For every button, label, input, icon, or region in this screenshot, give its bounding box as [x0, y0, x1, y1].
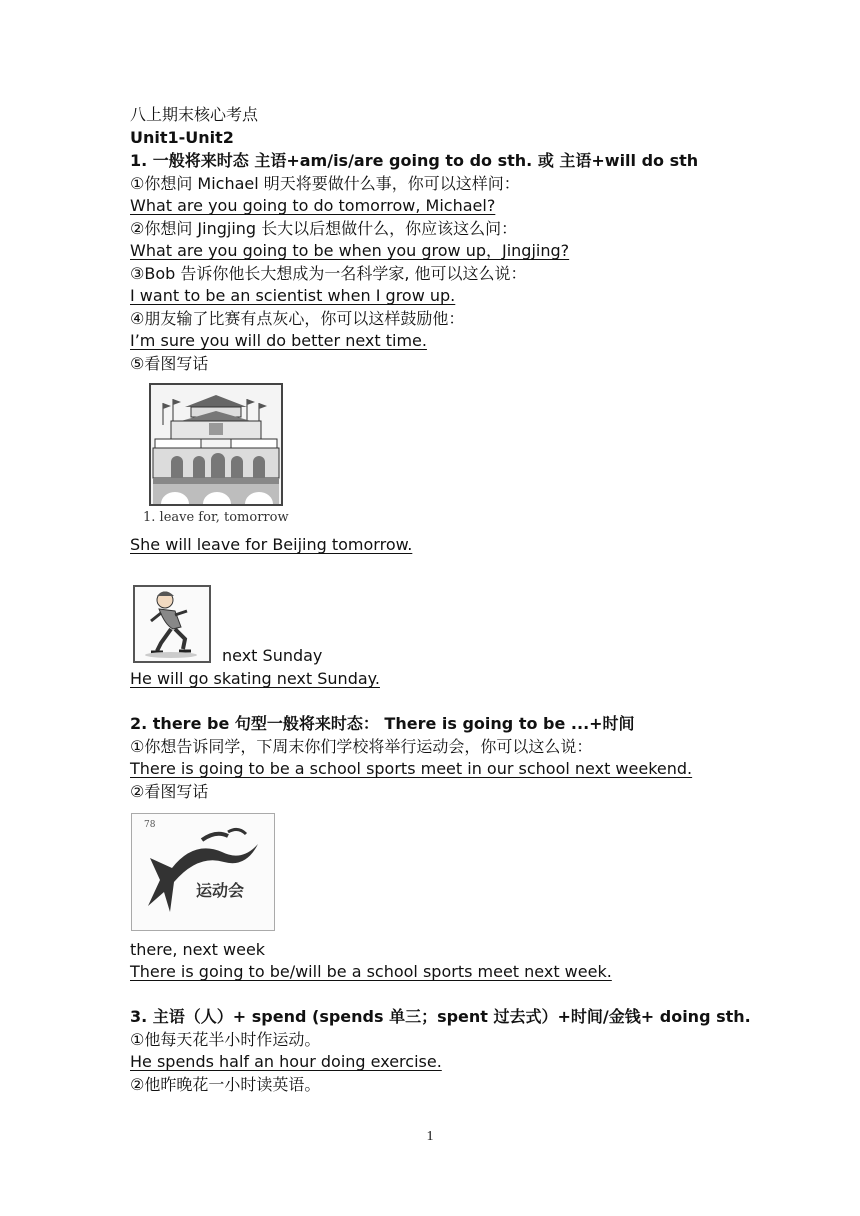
- doc-title: 八上期末核心考点: [130, 105, 259, 124]
- answer-1-6: He will go skating next Sunday.: [130, 669, 380, 688]
- sports-meet-image: [131, 813, 275, 931]
- section-2-heading: 2. there be 句型一般将来时态： There is going to be ...+时间: [130, 714, 635, 733]
- question-1-2: ②你想问 Jingjing 长大以后想做什么，你应该这么问：: [130, 219, 518, 238]
- question-2-2: ②看图写话: [130, 782, 209, 801]
- picture-3-hint: there, next week: [130, 940, 266, 959]
- section-1-heading: 1. 一般将来时态 主语+am/is/are going to do sth. 或 主语+will do sth: [130, 151, 699, 170]
- question-1-5: ⑤看图写话: [130, 354, 209, 373]
- picture-1-caption: 1. leave for, tomorrow: [143, 510, 289, 525]
- question-1-1: ①你想问 Michael 明天将要做什么事，你可以这样问：: [130, 174, 520, 193]
- skating-boy-image: [133, 585, 211, 663]
- answer-1-3: I want to be an scientist when I grow up.: [130, 286, 456, 305]
- question-1-3: ③Bob 告诉你他长大想成为一名科学家, 他可以这么说：: [130, 264, 527, 283]
- answer-2-2: There is going to be/will be a school sports meet next week.: [130, 962, 612, 981]
- tiananmen-image: [149, 383, 283, 506]
- answer-2-1: There is going to be a school sports meet in our school next weekend.: [130, 759, 693, 778]
- question-1-4: ④朋友输了比赛有点灰心，你可以这样鼓励他：: [130, 309, 465, 328]
- page-number: 1: [426, 1129, 434, 1144]
- answer-1-2: What are you going to be when you grow up，Jingjing?: [130, 241, 570, 260]
- picture-2-hint: next Sunday: [222, 646, 323, 665]
- picture-3-text: 运动会: [196, 881, 245, 900]
- picture-3-number: 78: [144, 820, 156, 830]
- sports-meet-drawing: [132, 814, 274, 930]
- question-3-1: ①他每天花半小时作运动。: [130, 1030, 321, 1049]
- answer-1-4: I’m sure you will do better next time.: [130, 331, 427, 350]
- tiananmen-drawing: [151, 385, 281, 504]
- question-3-2: ②他昨晚花一小时读英语。: [130, 1075, 321, 1094]
- unit-heading: Unit1-Unit2: [130, 128, 234, 147]
- answer-1-5: She will leave for Beijing tomorrow.: [130, 535, 413, 554]
- skating-boy-drawing: [135, 587, 209, 661]
- question-2-1: ①你想告诉同学，下周末你们学校将举行运动会，你可以这么说：: [130, 737, 593, 756]
- answer-1-1: What are you going to do tomorrow, Michael?: [130, 196, 496, 215]
- section-3-heading: 3. 主语（人）+ spend (spends 单三；spent 过去式）+时间/金钱+ doing sth.: [130, 1007, 751, 1026]
- answer-3-1: He spends half an hour doing exercise.: [130, 1052, 442, 1071]
